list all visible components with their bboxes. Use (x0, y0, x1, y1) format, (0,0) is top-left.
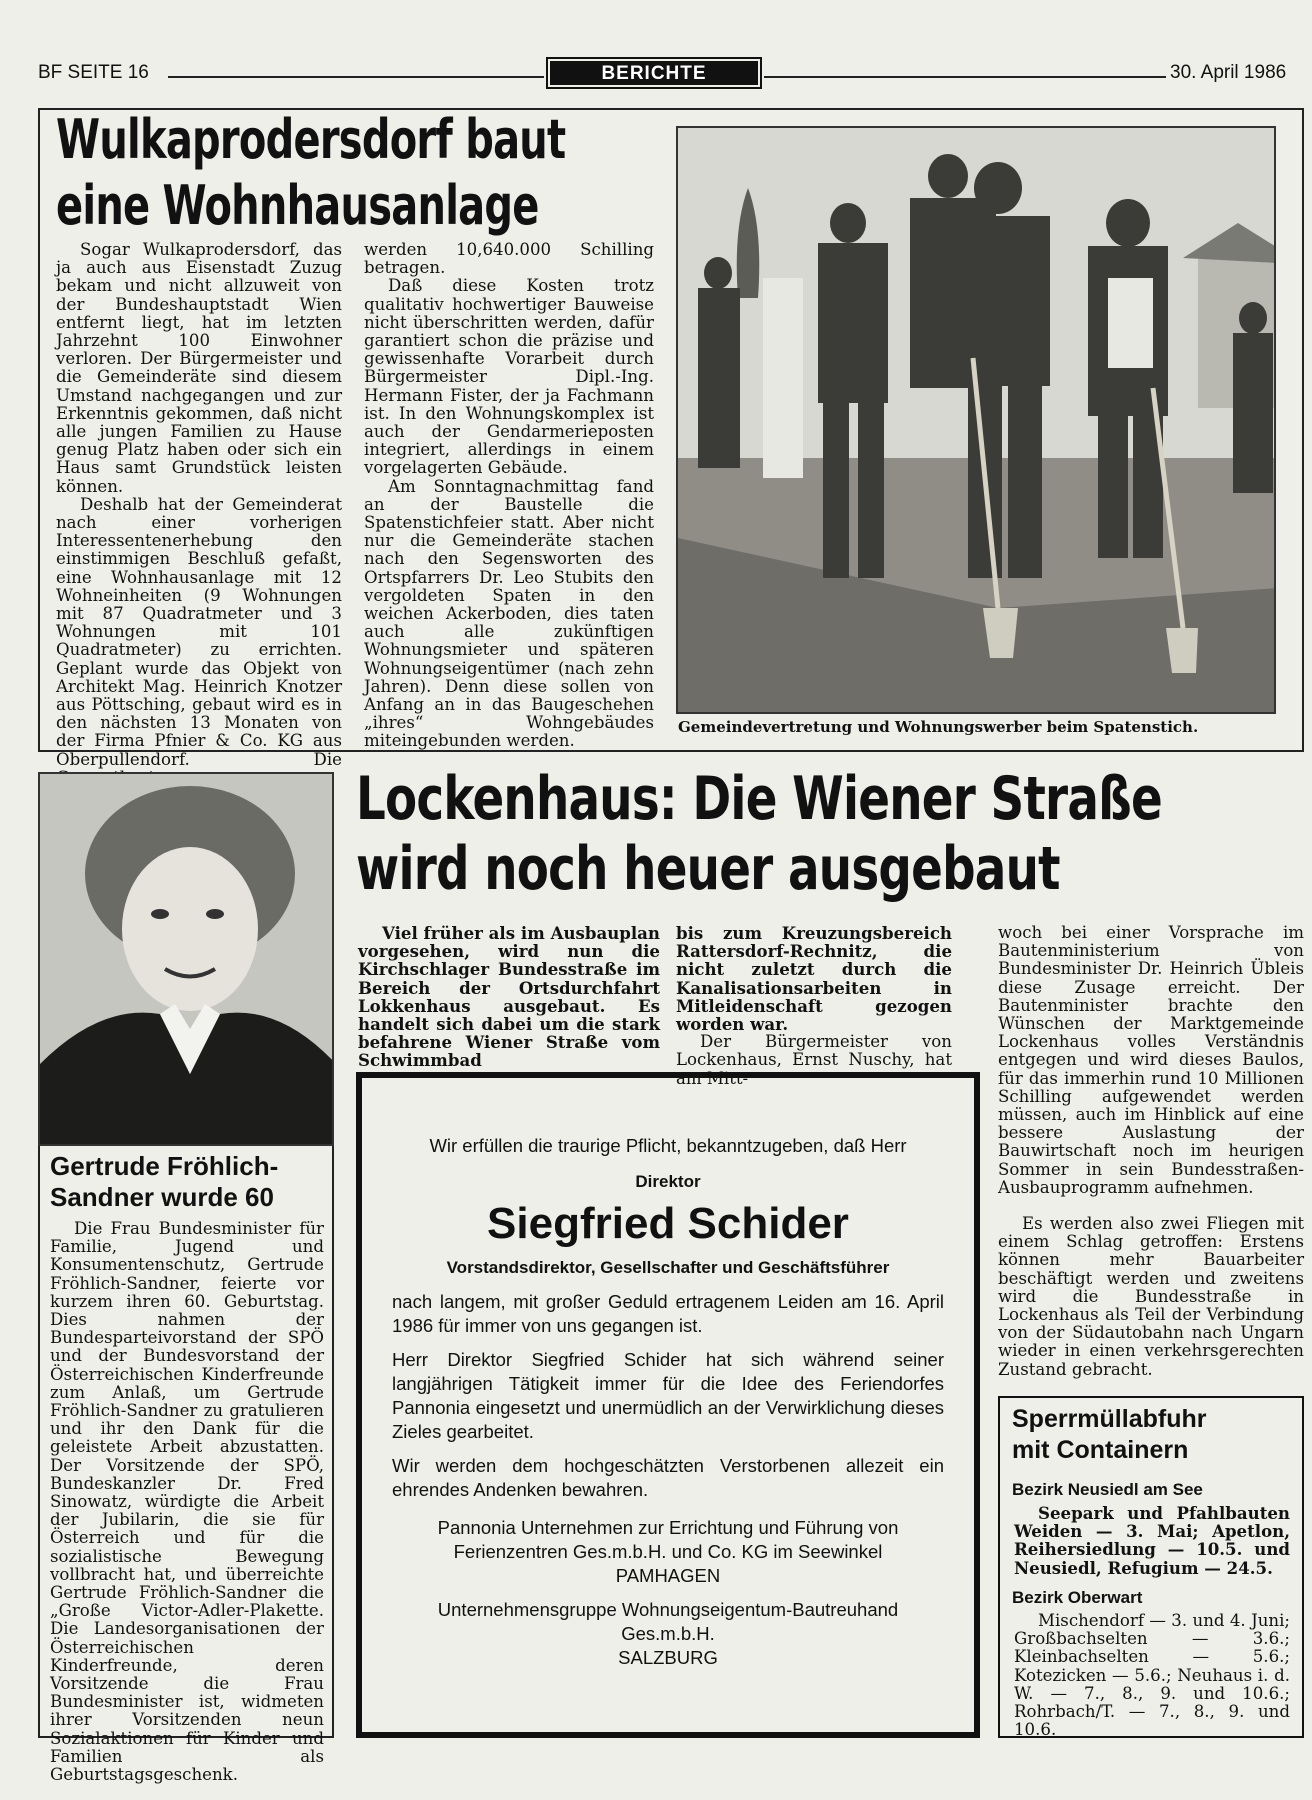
portrait-body (50, 1220, 324, 1784)
article2-column-3 (998, 924, 1304, 1379)
obituary-role: Vorstandsdirektor, Gesellschafter und Geschäftsführer (446, 1258, 890, 1277)
portrait-photo (38, 772, 334, 1146)
article2-headline-line2: wird noch heuer ausgebaut (356, 834, 1060, 904)
article2-column-2 (676, 924, 952, 1088)
district-neusiedl-heading: Bezirk Neusiedl am See (1012, 1480, 1203, 1499)
box-headline-line2: mit Containern (1012, 1436, 1189, 1464)
paragraph: Am Sonntagnachmittag fand an der Baustelle die Spatenstichfeier statt. Aber nicht nur die Gemeinderäte stachen nach den Segensworten des Ortspfarrers Dr. Leo Stubits den vergoldeten Spaten in den weichen Ackerboden, dies taten auch alle zukünftigen Wohnungsmieter und späteren Wohnungseigentümer (nach zehn Jahren). Denn diese sollen von Anfang an in das Baugeschehen „ihres“ Wohngebäudes miteingebunden werden. (364, 476, 654, 751)
page-number: BF SEITE 16 (38, 62, 149, 83)
obituary-notice (356, 1072, 980, 1738)
groundbreaking-photo-illustration (678, 128, 1276, 714)
groundbreaking-photo (676, 126, 1276, 714)
lead-paragraph: Viel früher als im Ausbauplan vorgesehen, wird nun die Kirchschlager Bundesstraße im Bereich der Ortsdurchfahrt Lokkenhaus ausgebaut. Es handelt sich dabei um die stark befahrene Wiener Straße vom Schwimmbad (358, 923, 660, 1071)
obituary-content (392, 1134, 944, 1670)
portrait-headline-line2: Sandner wurde 60 (50, 1182, 274, 1212)
obituary-paragraph-3: Wir werden dem hochgeschätzten Verstorbenen allezeit ein ehrendes Andenken bewahren. (392, 1455, 944, 1500)
portrait-illustration (40, 774, 334, 1146)
district-oberwart-dates (1014, 1612, 1290, 1739)
obituary-name: Siegfried Schider (487, 1199, 849, 1248)
box-headline-line1: Sperrmüllabfuhr (1012, 1405, 1207, 1433)
bulky-waste-box (998, 1396, 1304, 1738)
paragraph: Sogar Wulkaprodersdorf, das ja auch aus Eisenstadt Zuzug bekam und nicht allzuweit von der Bundeshauptstadt Wien entfernt liegt, hat im letzten Jahrzehnt 100 Einwohner verloren. Der Bürgermeister und die Gemeinderäte sind diesem Umstand nachgegangen und zur Erkenntnis gekommen, daß nicht alle jungen Familien zu Hause genug Platz haben oder sich ein Haus samt Grundstück leisten können. (56, 240, 342, 496)
box-headline (1012, 1404, 1206, 1466)
obituary-org-2: Unternehmensgruppe Wohnungseigentum-Bautreuhand Ges.m.b.H. (437, 1599, 899, 1644)
district-oberwart-heading: Bezirk Oberwart (1012, 1588, 1143, 1607)
portrait-headline (50, 1151, 278, 1213)
section-badge (546, 57, 762, 89)
paragraph: Der Bürgermeister von Lockenhaus, Ernst Nuschy, hat am Mitt- (676, 1032, 952, 1088)
header-rule-right (764, 76, 1166, 78)
paragraph: Es werden also zwei Fliegen mit einem Schlag getroffen: Erstens können mehr Bauarbeiter beschäftigt werden und zweitens wird die Bundesstraße in Lockenhaus als Teil der Verbindung von der Südautobahn nach Ungarn wieder in einen verkehrsgerechten Zustand gebracht. (998, 1214, 1304, 1379)
issue-date: 30. April 1986 (1170, 62, 1287, 83)
obituary-org-1: Pannonia Unternehmen zur Errichtung und Führung von Ferienzentren Ges.m.b.H. und Co. KG im Seewinkel (437, 1517, 899, 1562)
article2-lead-column-1 (358, 924, 660, 1070)
paragraph: werden 10,640.000 Schilling betragen. (364, 240, 654, 278)
article1-headline-line2: eine Wohnhausanlage (56, 174, 539, 237)
article1-column-2 (364, 241, 654, 751)
article2-headline-line1: Lockenhaus: Die Wiener Straße (356, 764, 1163, 834)
photo-caption: Gemeindevertretung und Wohnungswerber beim Spatenstich. (678, 718, 1199, 736)
article1-headline-line1: Wulkaprodersdorf baut (56, 108, 566, 171)
obituary-title: Direktor (635, 1172, 701, 1191)
header-rule-left (168, 76, 544, 78)
lead-paragraph: bis zum Kreuzungsbereich Rattersdorf-Rechnitz, die nicht zuletzt durch die Kanalisationsarbeiten in Mitleidenschaft gezogen worden war. (676, 923, 952, 1035)
paragraph: Seepark und Pfahlbauten Weiden — 3. Mai; Apetlon, Reihersiedlung — 10.5. und Neusiedl, Refugium — 24.5. (1014, 1503, 1290, 1578)
paragraph: Mischendorf — 3. und 4. Juni; Großbachselten — 3.6.; Kleinbachselten — 5.6.; Kotezicken — 5.6.; Neuhaus i. d. W. — 7., 8., 9. und 10.6.; Rohrbach/T. — 7., 8., 9. und 10.6. (1014, 1611, 1290, 1740)
obituary-paragraph-2: Herr Direktor Siegfried Schider hat sich während seiner langjährigen Tätigkeit immer für die Idee des Feriendorfes Pannonia eingesetzt und unermüdlich an der Verwirklichung dieses Zieles gearbeitet. (392, 1349, 944, 1442)
obituary-org-1-city: PAMHAGEN (615, 1565, 721, 1586)
obituary-paragraph-1: nach langem, mit großer Geduld ertragenem Leiden am 16. April 1986 für immer von uns gegangen ist. (392, 1291, 944, 1336)
district-neusiedl-dates (1014, 1504, 1290, 1577)
article1-column-1 (56, 241, 342, 787)
paragraph: Die Frau Bundesminister für Familie, Jugend und Konsumentenschutz, Gertrude Fröhlich-Sandner, feierte vor kurzem ihren 60. Geburtstag. Dies nahmen der Bundesparteivorstand der SPÖ und der Bundesvorstand der Österreichischen Kinderfreunde zum Anlaß, um Gertrude Fröhlich-Sandner zu gratulieren und ihr den Dank für die geleistete Arbeit abzustatten. Der Vorsitzende der SPÖ, Bundeskanzler Dr. Fred Sinowatz, würdigte die Arbeit der Jubilarin, die sie für Österreich und für die sozialistische Bewegung vollbracht hat, und überreichte Gertrude Fröhlich-Sandner die „Große Victor-Adler-Plakette. Die Landesorganisationen der Österreichischen Kinderfreunde, deren Vorsitzende die Frau Bundesminister ist, widmeten ihrer Vorsitzenden neun Sozialaktionen für Kinder und Familien als Geburtstagsgeschenk. (50, 1219, 324, 1785)
paragraph: Deshalb hat der Gemeinderat nach einer vorherigen Interessentenerhebung den einstimmigen Beschluß gefaßt, eine Wohnhausanlage mit 12 Wohneinheiten (9 Wohnungen mit 87 Quadratmeter und 3 Wohnungen mit 101 Quadratmeter) zu errichten. Geplant wurde das Objekt von Architekt Mag. Heinrich Knotzer aus Pöttsching, gebaut wird es in den nächsten 13 Monaten von der Firma Pfnier & Co. KG aus Oberpullendorf. Die (56, 494, 342, 769)
section-label: BERICHTE (550, 61, 758, 85)
portrait-headline-line1: Gertrude Fröhlich- (50, 1151, 279, 1181)
obituary-org-2-city: SALZBURG (618, 1647, 718, 1668)
paragraph: woch bei einer Vorsprache im Bautenministerium von Bundesminister Dr. Heinrich Übleis diese Zusage erreicht. Der Bautenminister brachte den Wünschen der Marktgemeinde Lockenhaus volles Verständnis entgegen und wird dieses Baulos, für das immerhin rund 10 Millionen Schilling aufgewendet werden müssen, auch im Hinblick auf eine bessere Auslastung der Bauwirtschaft noch im heurigen Sommer in sein Bundesstraßen-Ausbauprogramm aufnehmen. (998, 923, 1304, 1197)
paragraph: Daß diese Kosten trotz qualitativ hochwertiger Bauweise nicht überschritten werden, dafür garantiert schon die präzise und gewissenhafte Vorarbeit durch Bürgermeister Dipl.-Ing. Hermann Fister, der ja Fachmann ist. In den Wohnungskomplex ist auch der Gendarmerieposten integriert, allerdings in einem vorgelagerten Gebäude. (364, 276, 654, 478)
obituary-intro: Wir erfüllen die traurige Pflicht, bekanntzugeben, daß Herr (429, 1135, 907, 1156)
